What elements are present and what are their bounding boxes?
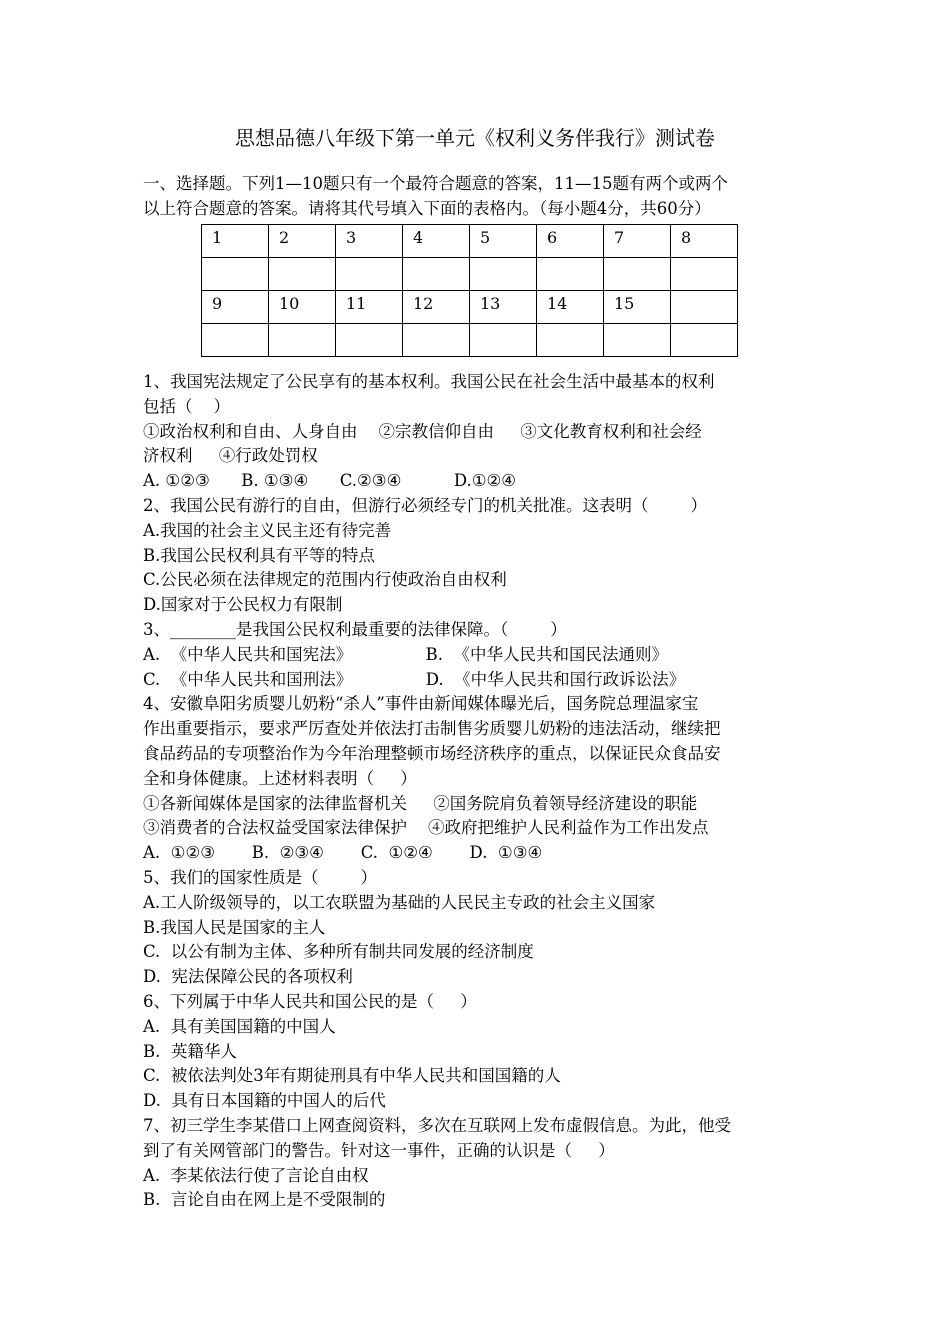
table-cell: 12 (403, 291, 470, 324)
table-cell: 1 (202, 225, 269, 258)
q1-stem-line-2: 包括（ ） (143, 396, 230, 416)
q3-options-cd: C. 《中华人民共和国刑法》 D. 《中华人民共和国行政诉讼法》 (143, 669, 686, 689)
answer-cell[interactable] (336, 258, 403, 291)
answer-cell[interactable] (604, 324, 671, 357)
q2-option-d: D.国家对于公民权力有限制 (143, 595, 343, 615)
table-cell: 15 (604, 291, 671, 324)
table-cell: 6 (537, 225, 604, 258)
intro-line-1: 一、选择题。下列1—10题只有一个最符合题意的答案，11—15题有两个或两个 (143, 174, 728, 193)
q2-option-a: A.我国的社会主义民主还有待完善 (143, 520, 392, 540)
q7-option-b: B. 言论自由在网上是不受限制的 (143, 1190, 386, 1210)
answer-cell[interactable] (403, 258, 470, 291)
table-cell: 2 (269, 225, 336, 258)
table-cell (671, 291, 738, 324)
q7-stem-line-2: 到了有关网管部门的警告。针对这一事件，正确的认识是（ ） (143, 1140, 615, 1160)
q5-stem: 5、我们的国家性质是（ ） (143, 867, 377, 887)
answer-cell[interactable] (202, 258, 269, 291)
q6-option-c: C. 被依法判处3年有期徒刑具有中华人民共和国国籍的人 (143, 1066, 561, 1086)
q1-stem-line-1: 1、我国宪法规定了公民享有的基本权利。我国公民在社会生活中最基本的权利 (143, 372, 715, 391)
table-cell: 9 (202, 291, 269, 324)
answer-cell[interactable] (671, 258, 738, 291)
table-cell: 8 (671, 225, 738, 258)
answer-cell[interactable] (537, 258, 604, 291)
q7-option-a: A. 李某依法行使了言论自由权 (143, 1165, 369, 1185)
q6-stem: 6、下列属于中华人民共和国公民的是（ ） (143, 991, 477, 1011)
answer-cell[interactable] (470, 324, 537, 357)
q3-stem: 3、________是我国公民权利最重要的法律保障。（ ） (143, 619, 567, 639)
q4-stem-line-2: 作出重要指示，要求严厉查处并依法打击制售劣质婴儿奶粉的违法活动，继续把 (143, 719, 721, 739)
answer-cell[interactable] (269, 324, 336, 357)
table-cell: 5 (470, 225, 537, 258)
q6-option-a: A. 具有美国国籍的中国人 (143, 1016, 336, 1036)
answer-cell[interactable] (403, 324, 470, 357)
table-cell: 10 (269, 291, 336, 324)
answer-cell[interactable] (604, 258, 671, 291)
q4-stem-line-3: 食品药品的专项整治作为今年治理整顿市场经济秩序的重点，以保证民众食品安 (143, 743, 721, 763)
q6-option-b: B. 英籍华人 (143, 1041, 237, 1061)
answer-cell[interactable] (202, 324, 269, 357)
q5-option-a: A.工人阶级领导的，以工农联盟为基础的人民民主专政的社会主义国家 (143, 892, 656, 912)
q4-stem-line-1: 4、安徽阜阳劣质婴儿奶粉“杀人”事件由新闻媒体曝光后，国务院总理温家宝 (143, 694, 699, 714)
q1-options: A. ①②③ B. ①③④ C.②③④ D.①②④ (143, 471, 517, 491)
q2-option-b: B.我国公民权利具有平等的特点 (143, 545, 375, 565)
table-row (202, 258, 738, 291)
q6-option-d: D. 具有日本国籍的中国人的后代 (143, 1091, 386, 1111)
answer-table (201, 224, 738, 357)
q2-stem: 2、我国公民有游行的自由，但游行必须经专门的机关批准。这表明（ ） (143, 495, 707, 515)
q1-items-line-1: ①政治权利和自由、人身自由 ②宗教信仰自由 ③文化教育权利和社会经 (143, 421, 702, 441)
q5-option-c: C. 以公有制为主体、多种所有制共同发展的经济制度 (143, 942, 534, 962)
table-cell: 3 (336, 225, 403, 258)
table-row (202, 225, 738, 258)
q1-items-line-2: 济权利 ④行政处罚权 (143, 446, 318, 466)
q7-stem-line-1: 7、初三学生李某借口上网查阅资料，多次在互联网上发布虚假信息。为此，他受 (143, 1115, 731, 1135)
answer-cell[interactable] (336, 324, 403, 357)
q2-option-c: C.公民必须在法律规定的范围内行使政治自由权利 (143, 570, 507, 590)
page-title: 思想品德八年级下第一单元《权利义务伴我行》测试卷 (235, 126, 715, 150)
table-row (202, 324, 738, 357)
table-cell: 4 (403, 225, 470, 258)
q4-options: A. ①②③ B. ②③④ C. ①②④ D. ①③④ (143, 843, 543, 863)
table-cell: 13 (470, 291, 537, 324)
question-list (143, 370, 815, 1213)
table-cell: 14 (537, 291, 604, 324)
table-row (202, 291, 738, 324)
table-cell: 11 (336, 291, 403, 324)
intro-line-2: 以上符合题意的答案。请将其代号填入下面的表格内。（每小题4分，共60分） (143, 198, 711, 218)
answer-cell[interactable] (671, 324, 738, 357)
q3-options-ab: A. 《中华人民共和国宪法》 B. 《中华人民共和国民法通则》 (143, 644, 668, 664)
section-intro (143, 172, 813, 221)
q5-option-d: D. 宪法保障公民的各项权利 (143, 967, 353, 987)
q5-option-b: B.我国人民是国家的主人 (143, 917, 326, 937)
answer-cell[interactable] (537, 324, 604, 357)
q4-items-line-1: ①各新闻媒体是国家的法律监督机关 ②国务院肩负着领导经济建设的职能 (143, 793, 698, 813)
q4-stem-line-4: 全和身体健康。上述材料表明（ ） (143, 768, 417, 788)
answer-cell[interactable] (269, 258, 336, 291)
answer-cell[interactable] (470, 258, 537, 291)
table-cell: 7 (604, 225, 671, 258)
q4-items-line-2: ③消费者的合法权益受国家法律保护 ④政府把维护人民利益作为工作出发点 (143, 818, 709, 838)
